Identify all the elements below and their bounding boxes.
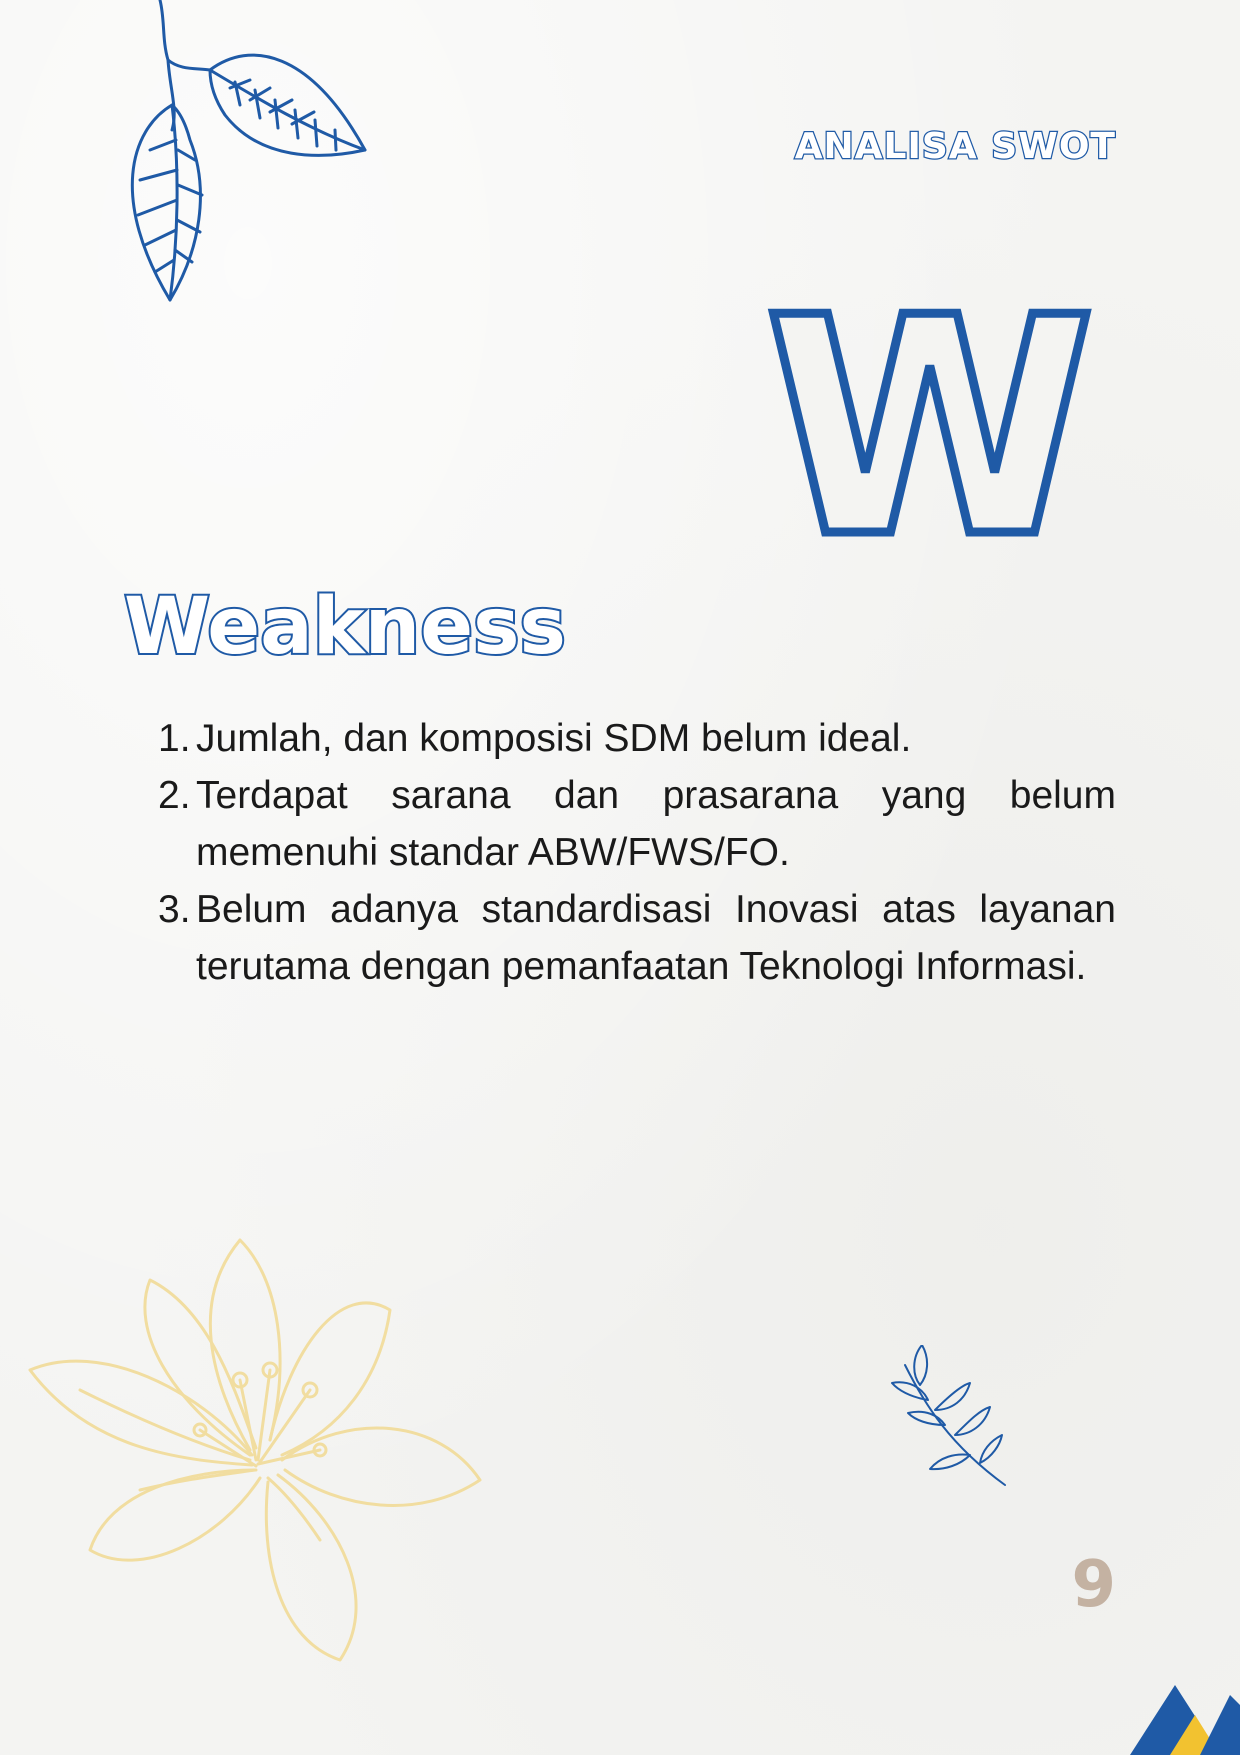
list-item-text: Jumlah, dan komposisi SDM belum ideal. <box>196 717 912 760</box>
page-number: 9 <box>1071 1548 1116 1622</box>
list-item <box>158 881 1116 995</box>
hero-letter-text: W <box>764 300 1096 550</box>
list-item-number: 2. <box>158 774 191 817</box>
corner-mountain-icon <box>1120 1675 1240 1755</box>
header-label: ANALISA SWOT <box>794 126 1116 167</box>
sprig-icon <box>890 1345 1010 1505</box>
list-item-number: 1. <box>158 717 191 760</box>
list-item <box>158 710 1116 767</box>
hero-letter <box>740 300 1120 550</box>
weakness-list <box>158 710 1116 995</box>
flower-illustration-icon <box>20 1220 500 1700</box>
section-title: Weakness <box>124 582 566 672</box>
list-item-text: Belum adanya standardisasi Inovasi atas layanan terutama dengan pemanfaatan Teknologi Informasi. <box>196 888 1116 988</box>
list-item-number: 3. <box>158 888 191 931</box>
list-item-text: Terdapat sarana dan prasarana yang belum memenuhi standar ABW/FWS/FO. <box>196 774 1116 874</box>
leaf-branch-icon <box>110 0 390 320</box>
list-item <box>158 767 1116 881</box>
